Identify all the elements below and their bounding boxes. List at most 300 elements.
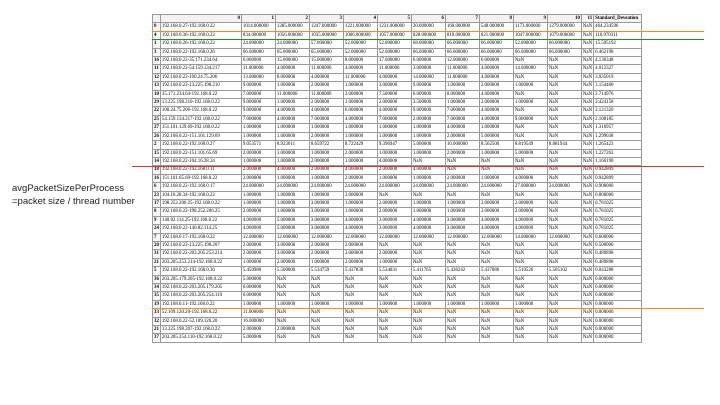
value-cell: NaN: [547, 292, 581, 300]
connection-pair-cell: 192.168.0.22-151.101.129.69: [160, 132, 241, 140]
value-cell: 0.000000: [594, 309, 642, 317]
value-cell: 12.000000: [309, 233, 343, 241]
value-cell: NaN: [582, 318, 593, 324]
value-cell: 1.299038: [594, 132, 642, 140]
value-cell: NaN: [309, 292, 343, 300]
value-cell: 8.000000: [445, 90, 479, 98]
value-cell: 14.000000: [513, 233, 547, 241]
value-cell: 52.000000: [343, 48, 377, 56]
header-index-corner: [153, 15, 161, 23]
value-cell: 2.000000: [309, 166, 343, 174]
row-index: 19: [154, 301, 159, 307]
value-cell: NaN: [513, 57, 547, 65]
value-cell: NaN: [445, 166, 479, 174]
value-cell: 0.489898: [594, 258, 642, 266]
red-highlight-line: [132, 166, 704, 167]
value-cell: 7.000000: [309, 115, 343, 123]
table-row: [153, 40, 642, 48]
row-index: 32: [154, 318, 159, 324]
value-cell: 3.000000: [377, 216, 411, 224]
value-cell: 24.000000: [547, 183, 581, 191]
orange-highlight-line-top: [152, 31, 704, 32]
value-cell: 0.600000: [594, 233, 642, 241]
value-cell: NaN: [582, 41, 593, 47]
value-cell: 1.000000: [479, 149, 513, 157]
connection-pair-cell: 192.168.0.22-203.205.179.205: [160, 284, 241, 292]
value-cell: NaN: [547, 65, 581, 73]
value-cell: NaN: [582, 234, 593, 240]
value-cell: 3.000000: [275, 250, 309, 258]
value-cell: 9.000000: [513, 115, 547, 123]
value-cell: 24.000000: [377, 183, 411, 191]
value-cell: 6.000000: [411, 57, 445, 65]
value-cell: 2.000000: [377, 208, 411, 216]
row-index: 7: [153, 233, 161, 241]
value-cell: 12.000000: [479, 233, 513, 241]
table-row: [153, 208, 642, 216]
row-index: 11: [154, 66, 159, 72]
value-cell: 65.000000: [275, 48, 309, 56]
value-cell: 2.000000: [513, 208, 547, 216]
value-cell: NaN: [479, 317, 513, 325]
value-cell: NaN: [582, 167, 593, 173]
value-cell: 2.000000: [241, 174, 275, 182]
value-cell: 1.000000: [445, 208, 479, 216]
value-cell: 2.000000: [241, 326, 275, 334]
value-cell: 3.935019: [594, 73, 642, 81]
connection-pair-cell: 192.168.0.11-192.168.0.22: [160, 300, 241, 308]
value-cell: 52.000000: [513, 40, 547, 48]
connection-pair-cell: 192.168.0.22-13.225.198.210: [160, 82, 241, 90]
table-row: [153, 292, 642, 300]
value-cell: 6.000000: [241, 292, 275, 300]
value-cell: NaN: [582, 226, 593, 232]
value-cell: NaN: [309, 326, 343, 334]
value-cell: 9.000000: [241, 99, 275, 107]
value-cell: 11.000000: [241, 65, 275, 73]
value-cell: NaN: [377, 309, 411, 317]
value-cell: 1014.000000: [241, 23, 275, 31]
annotation-metric-name: avgPacketSizePerProcess: [12, 183, 124, 194]
value-cell: 12.000000: [411, 233, 445, 241]
connection-pair-cell: 192.168.0.22-203.205.254.110: [160, 292, 241, 300]
value-cell: 1.000000: [479, 300, 513, 308]
value-cell: 4.000000: [479, 225, 513, 233]
value-cell: 1.000000: [309, 258, 343, 266]
value-cell: 11.000000: [377, 65, 411, 73]
value-cell: 1.000000: [343, 124, 377, 132]
value-cell: NaN: [547, 241, 581, 249]
column-header: 1: [241, 15, 275, 23]
value-cell: NaN: [479, 326, 513, 334]
table-row: [153, 191, 642, 199]
value-cell: 1.000000: [241, 124, 275, 132]
value-cell: NaN: [377, 241, 411, 249]
value-cell: 5.510526: [513, 267, 547, 275]
value-cell: 57.000000: [309, 40, 343, 48]
value-cell: 3.000000: [309, 208, 343, 216]
value-cell: NaN: [309, 284, 343, 292]
value-cell: 1.000000: [275, 157, 309, 165]
value-cell: NaN: [275, 334, 309, 342]
value-cell: 13.000000: [241, 73, 275, 81]
column-header: 2: [275, 15, 309, 23]
value-cell: NaN: [513, 309, 547, 317]
value-cell: NaN: [547, 225, 581, 233]
row-index: 34: [154, 285, 159, 290]
value-cell: 4.012327: [594, 65, 642, 73]
value-cell: NaN: [547, 57, 581, 65]
value-cell: 5.000000: [479, 132, 513, 140]
value-cell: 1.265423: [594, 141, 642, 149]
value-cell: 4.136348: [594, 57, 642, 65]
value-cell: 1006.000000: [343, 31, 377, 39]
value-cell: 1285.000000: [275, 23, 309, 31]
row-index: 31: [154, 251, 159, 257]
value-cell: 6.462198: [594, 48, 642, 56]
value-cell: 0.000000: [594, 300, 642, 308]
value-cell: NaN: [513, 275, 547, 283]
value-cell: NaN: [513, 73, 547, 81]
value-cell: NaN: [582, 91, 593, 97]
value-cell: 1.000000: [377, 149, 411, 157]
row-index: 33: [154, 310, 159, 316]
value-cell: 548.000000: [479, 23, 513, 31]
connection-pair-cell: 100.24.75.206-192.168.0.22: [160, 107, 241, 115]
value-cell: 2.000000: [309, 99, 343, 107]
row-index: 2: [153, 141, 161, 149]
value-cell: 52.000000: [377, 40, 411, 48]
value-cell: NaN: [343, 284, 377, 292]
value-cell: 4.000000: [343, 216, 377, 224]
value-cell: NaN: [479, 292, 513, 300]
value-cell: 4.000000: [479, 216, 513, 224]
value-cell: 1.000000: [275, 174, 309, 182]
row-index: 0: [153, 23, 161, 31]
value-cell: 5.000000: [241, 334, 275, 342]
value-cell: 1.000000: [241, 132, 275, 140]
value-cell: 110.970311: [594, 31, 642, 39]
table-row: [153, 326, 642, 334]
table-row: [153, 183, 642, 191]
value-cell: 1056.000000: [275, 31, 309, 39]
value-cell: NaN: [513, 107, 547, 115]
row-index: 22: [154, 108, 159, 114]
value-cell: NaN: [582, 276, 593, 282]
value-cell: 4.000000: [513, 225, 547, 233]
value-cell: 5.437086: [479, 267, 513, 275]
value-cell: 0.800000: [594, 191, 642, 199]
value-cell: 5.437838: [343, 267, 377, 275]
value-cell: 160.000000: [445, 23, 479, 31]
row-index: 21: [154, 327, 159, 333]
value-cell: 1.000000: [479, 124, 513, 132]
value-cell: 0.000000: [594, 334, 642, 342]
value-cell: 24.000000: [275, 183, 309, 191]
table-row: [153, 258, 642, 266]
row-index: 16: [154, 175, 159, 181]
value-cell: 1173.000000: [513, 23, 547, 31]
value-cell: NaN: [343, 326, 377, 334]
value-cell: 52.000000: [343, 40, 377, 48]
value-cell: 4.000000: [343, 115, 377, 123]
column-header: 4: [343, 15, 377, 23]
table-row: [153, 132, 642, 140]
row-index: 24: [154, 226, 159, 232]
value-cell: 4.000000: [445, 124, 479, 132]
value-cell: NaN: [547, 174, 581, 182]
value-cell: 4.000000: [513, 174, 547, 182]
value-cell: 8.659722: [309, 141, 343, 149]
value-cell: 1231.000000: [377, 23, 411, 31]
value-cell: 5.411765: [411, 267, 445, 275]
value-cell: NaN: [547, 99, 581, 107]
value-cell: 0.000000: [594, 275, 642, 283]
value-cell: 1.000000: [513, 300, 547, 308]
connection-pair-cell: 54.159.134.217-192.168.0.22: [160, 115, 241, 123]
column-header: 9: [513, 15, 547, 23]
value-cell: NaN: [479, 258, 513, 266]
value-cell: NaN: [547, 157, 581, 165]
value-cell: 6.000000: [343, 107, 377, 115]
value-cell: 1.000000: [343, 99, 377, 107]
value-cell: NaN: [547, 73, 581, 81]
table-header: [153, 15, 642, 23]
value-cell: 11.000000: [309, 90, 343, 98]
value-cell: 0.500000: [594, 241, 642, 249]
row-index: 27: [154, 125, 159, 131]
value-cell: 1.000000: [241, 199, 275, 207]
value-cell: 5.534759: [309, 267, 343, 275]
value-cell: 2.000000: [377, 166, 411, 174]
value-cell: 4.000000: [309, 73, 343, 81]
value-cell: 1.000000: [309, 191, 343, 199]
value-cell: 1.000000: [377, 174, 411, 182]
value-cell: NaN: [343, 334, 377, 342]
value-cell: 27.000000: [513, 183, 547, 191]
connection-pair-cell: 35.171.234.64-192.168.0.22: [160, 90, 241, 98]
value-cell: 1.000000: [309, 300, 343, 308]
value-cell: NaN: [582, 335, 593, 341]
value-cell: 4.000000: [513, 216, 547, 224]
row-index: 3: [153, 48, 161, 56]
value-cell: NaN: [547, 334, 581, 342]
value-cell: 3.000000: [411, 65, 445, 73]
connection-pair-cell: 192.168.0.22-192.168.0.36: [160, 267, 241, 275]
value-cell: NaN: [479, 275, 513, 283]
table-row: [153, 174, 642, 182]
value-cell: 1.000000: [513, 82, 547, 90]
value-cell: 1.000000: [309, 124, 343, 132]
connection-pair-cell: 192.168.0.22-192.168.0.27: [160, 141, 241, 149]
value-cell: 12.000000: [275, 233, 309, 241]
value-cell: NaN: [582, 184, 593, 190]
value-cell: 2.000000: [445, 132, 479, 140]
value-cell: 6.000000: [411, 90, 445, 98]
table-row: [153, 48, 642, 56]
value-cell: NaN: [411, 317, 445, 325]
value-cell: 4.000000: [411, 216, 445, 224]
value-cell: 5.000000: [411, 141, 445, 149]
value-cell: NaN: [411, 284, 445, 292]
row-index: 26: [154, 133, 159, 139]
value-cell: NaN: [547, 82, 581, 90]
row-index: 14: [154, 158, 159, 164]
value-cell: 1.316957: [594, 124, 642, 132]
value-cell: 1.000000: [241, 157, 275, 165]
column-header: 3: [309, 15, 343, 23]
value-cell: 464.234596: [594, 23, 642, 31]
value-cell: 7.500000: [377, 90, 411, 98]
value-cell: 2.000000: [377, 199, 411, 207]
value-cell: NaN: [309, 334, 343, 342]
value-cell: 1.000000: [411, 208, 445, 216]
connection-pair-cell: 192.168.0.22-52.109.120.20: [160, 317, 241, 325]
value-cell: 9.000000: [241, 82, 275, 90]
value-cell: NaN: [479, 157, 513, 165]
row-index: 6: [153, 183, 161, 191]
value-cell: NaN: [582, 268, 593, 274]
value-cell: 4.000000: [479, 107, 513, 115]
row-index: 36: [154, 276, 159, 282]
value-cell: 2.000000: [309, 132, 343, 140]
value-cell: 1.000000: [275, 149, 309, 157]
value-cell: 1.000000: [275, 132, 309, 140]
value-cell: NaN: [582, 49, 593, 55]
value-cell: 12.000000: [445, 57, 479, 65]
value-cell: 1.000000: [411, 124, 445, 132]
value-cell: NaN: [411, 250, 445, 258]
value-cell: 1247.000000: [309, 23, 343, 31]
value-cell: NaN: [275, 275, 309, 283]
value-cell: 6.000000: [241, 57, 275, 65]
value-cell: 2.108185: [594, 115, 642, 123]
value-cell: 3.000000: [445, 216, 479, 224]
value-cell: 2.424158: [594, 99, 642, 107]
value-cell: 1079.000000: [547, 31, 581, 39]
value-cell: NaN: [547, 309, 581, 317]
value-cell: 24.000000: [275, 40, 309, 48]
value-cell: 2.000000: [241, 166, 275, 174]
table-row: [153, 275, 642, 283]
table-row: [153, 115, 642, 123]
value-cell: NaN: [547, 107, 581, 115]
value-cell: 2.000000: [343, 174, 377, 182]
value-cell: 2.000000: [275, 258, 309, 266]
value-cell: NaN: [513, 124, 547, 132]
value-cell: 1.000000: [445, 199, 479, 207]
value-cell: NaN: [411, 275, 445, 283]
value-cell: 0.000000: [594, 317, 642, 325]
value-cell: 8.722429: [343, 141, 377, 149]
value-cell: 7.000000: [445, 115, 479, 123]
value-cell: NaN: [582, 83, 593, 89]
dataframe-table: [152, 14, 642, 343]
value-cell: 24.000000: [241, 40, 275, 48]
value-cell: 1.000000: [411, 174, 445, 182]
value-cell: 1.000000: [445, 82, 479, 90]
value-cell: 1.000000: [377, 132, 411, 140]
value-cell: NaN: [377, 317, 411, 325]
column-header: 5: [377, 15, 411, 23]
value-cell: 20.000000: [411, 23, 445, 31]
value-cell: 65.000000: [309, 48, 343, 56]
connection-pair-cell: 192.168.0.22-203.205.253.214: [160, 250, 241, 258]
connection-pair-cell: 192.168.0.22-192.168.0.11: [160, 166, 241, 174]
value-cell: 6.000000: [479, 57, 513, 65]
value-cell: 3.000000: [343, 250, 377, 258]
value-cell: 2.000000: [513, 199, 547, 207]
value-cell: 2.000000: [309, 250, 343, 258]
value-cell: 3.000000: [275, 241, 309, 249]
value-cell: 5.436242: [445, 267, 479, 275]
value-cell: 2.000000: [343, 149, 377, 157]
value-cell: 1.000000: [343, 132, 377, 140]
table-row: [153, 99, 642, 107]
value-cell: 4.000000: [479, 73, 513, 81]
connection-pair-cell: 140.82.114.25-192.168.0.22: [160, 216, 241, 224]
value-cell: 66.000000: [411, 48, 445, 56]
connection-pair-cell: 104.16.28.34-192.168.0.22: [160, 191, 241, 199]
value-cell: NaN: [411, 334, 445, 342]
value-cell: 15.000000: [275, 57, 309, 65]
connection-pair-cell: 192.168.0.22-100.24.75.206: [160, 73, 241, 81]
value-cell: 4.000000: [377, 73, 411, 81]
value-cell: 9.000000: [241, 107, 275, 115]
value-cell: 6.000000: [241, 284, 275, 292]
value-cell: 810.000000: [445, 31, 479, 39]
value-cell: NaN: [343, 309, 377, 317]
value-cell: 1.000000: [275, 82, 309, 90]
value-cell: 1.000000: [275, 99, 309, 107]
value-cell: 66.000000: [445, 40, 479, 48]
value-cell: NaN: [445, 334, 479, 342]
value-cell: NaN: [582, 32, 593, 38]
value-cell: NaN: [582, 58, 593, 64]
value-cell: 1.000000: [513, 99, 547, 107]
value-cell: 15.000000: [309, 57, 343, 65]
value-cell: 24.000000: [479, 183, 513, 191]
connection-pair-cell: 203.205.253.214-192.168.0.22: [160, 258, 241, 266]
value-cell: NaN: [582, 150, 593, 156]
value-cell: 0.781025: [594, 216, 642, 224]
connection-pair-cell: 192.168.0.22-198.252.206.25: [160, 208, 241, 216]
value-cell: NaN: [513, 292, 547, 300]
value-cell: 0.781025: [594, 199, 642, 207]
value-cell: 12.000000: [547, 233, 581, 241]
table-row: [153, 90, 642, 98]
value-cell: NaN: [582, 24, 593, 30]
value-cell: 5.534031: [377, 267, 411, 275]
value-cell: NaN: [582, 133, 593, 139]
row-index: 4: [153, 31, 161, 39]
value-cell: 9.053571: [241, 141, 275, 149]
table-row: [153, 141, 642, 149]
value-cell: 3.500000: [411, 99, 445, 107]
connection-pair-cell: 151.101.129.69-192.168.0.22: [160, 124, 241, 132]
connection-pair-cell: 151.101.65.69-192.168.0.22: [160, 174, 241, 182]
value-cell: 2.000000: [479, 82, 513, 90]
value-cell: 11.000000: [275, 90, 309, 98]
value-cell: 66.000000: [479, 48, 513, 56]
value-cell: 2.000000: [241, 149, 275, 157]
row-index: 21: [154, 259, 159, 265]
value-cell: 4.000000: [275, 115, 309, 123]
value-cell: NaN: [309, 275, 343, 283]
connection-pair-cell: 192.168.0.22-35.171.234.64: [160, 57, 241, 65]
value-cell: 1.000000: [343, 208, 377, 216]
connection-pair-cell: 203.205.179.205-192.168.0.22: [160, 275, 241, 283]
